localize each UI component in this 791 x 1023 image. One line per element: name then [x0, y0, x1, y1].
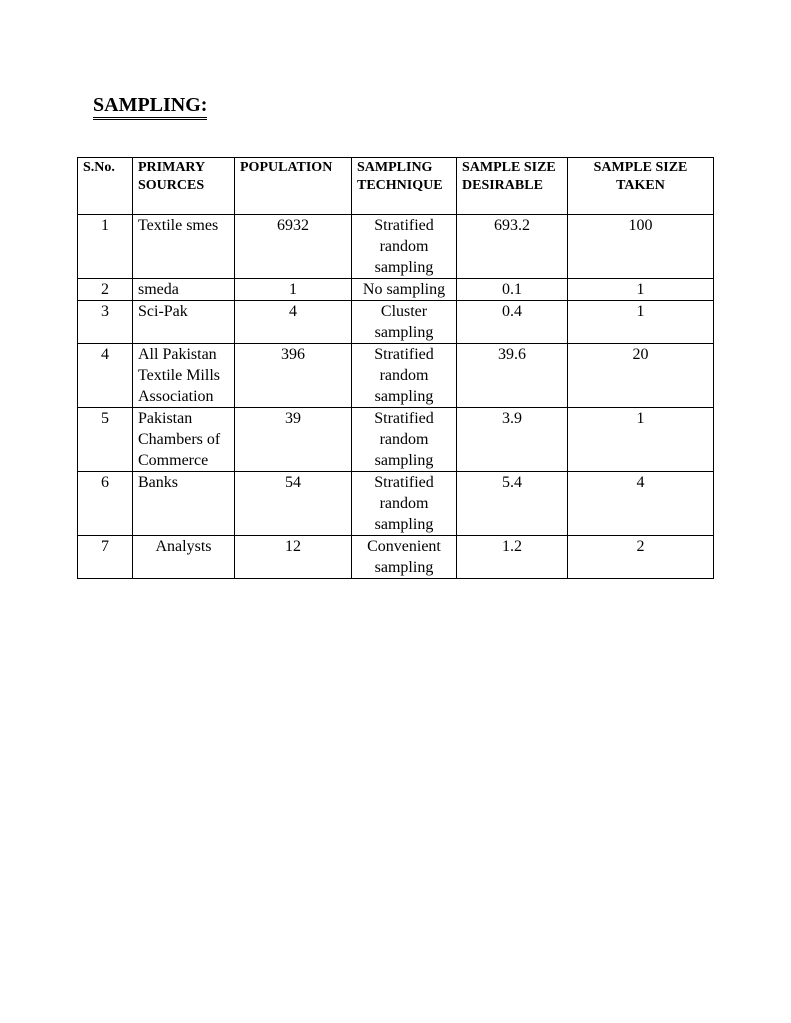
cell-technique: Stratified random sampling — [352, 472, 457, 536]
cell-sno: 6 — [78, 472, 133, 536]
cell-source: Textile smes — [133, 215, 235, 279]
table-header-row — [78, 158, 714, 215]
cell-technique: No sampling — [352, 279, 457, 301]
table-row — [78, 536, 714, 579]
cell-sno: 4 — [78, 344, 133, 408]
header-sampling-technique: SAMPLING TECHNIQUE — [352, 158, 457, 215]
cell-taken: 1 — [568, 301, 714, 344]
cell-sno: 3 — [78, 301, 133, 344]
cell-sno: 2 — [78, 279, 133, 301]
table-row — [78, 408, 714, 472]
page-title: SAMPLING: — [93, 93, 207, 120]
cell-population: 4 — [235, 301, 352, 344]
cell-technique: Stratified random sampling — [352, 215, 457, 279]
cell-desirable: 0.1 — [457, 279, 568, 301]
cell-desirable: 693.2 — [457, 215, 568, 279]
cell-technique: Convenient sampling — [352, 536, 457, 579]
cell-taken: 2 — [568, 536, 714, 579]
cell-population: 54 — [235, 472, 352, 536]
table-row — [78, 301, 714, 344]
cell-population: 6932 — [235, 215, 352, 279]
cell-source: Sci-Pak — [133, 301, 235, 344]
cell-population: 12 — [235, 536, 352, 579]
cell-source: Analysts — [133, 536, 235, 579]
cell-sno: 7 — [78, 536, 133, 579]
cell-source: All Pakistan Textile Mills Association — [133, 344, 235, 408]
cell-taken: 100 — [568, 215, 714, 279]
cell-source: Banks — [133, 472, 235, 536]
cell-taken: 1 — [568, 408, 714, 472]
cell-desirable: 5.4 — [457, 472, 568, 536]
cell-desirable: 1.2 — [457, 536, 568, 579]
cell-population: 1 — [235, 279, 352, 301]
table-row — [78, 279, 714, 301]
header-sample-size-taken: SAMPLE SIZE TAKEN — [568, 158, 714, 215]
cell-technique: Cluster sampling — [352, 301, 457, 344]
cell-desirable: 39.6 — [457, 344, 568, 408]
header-population: POPULATION — [235, 158, 352, 215]
cell-technique: Stratified random sampling — [352, 344, 457, 408]
cell-taken: 1 — [568, 279, 714, 301]
table-row — [78, 472, 714, 536]
cell-source: smeda — [133, 279, 235, 301]
cell-sno: 5 — [78, 408, 133, 472]
header-sample-size-desirable: SAMPLE SIZE DESIRABLE — [457, 158, 568, 215]
cell-taken: 20 — [568, 344, 714, 408]
cell-technique: Stratified random sampling — [352, 408, 457, 472]
cell-sno: 1 — [78, 215, 133, 279]
cell-desirable: 0.4 — [457, 301, 568, 344]
cell-population: 39 — [235, 408, 352, 472]
header-primary-sources: PRIMARY SOURCES — [133, 158, 235, 215]
table-row — [78, 344, 714, 408]
cell-population: 396 — [235, 344, 352, 408]
header-sno: S.No. — [78, 158, 133, 215]
cell-taken: 4 — [568, 472, 714, 536]
table-row — [78, 215, 714, 279]
cell-desirable: 3.9 — [457, 408, 568, 472]
cell-source: Pakistan Chambers of Commerce — [133, 408, 235, 472]
sampling-table — [77, 157, 714, 579]
